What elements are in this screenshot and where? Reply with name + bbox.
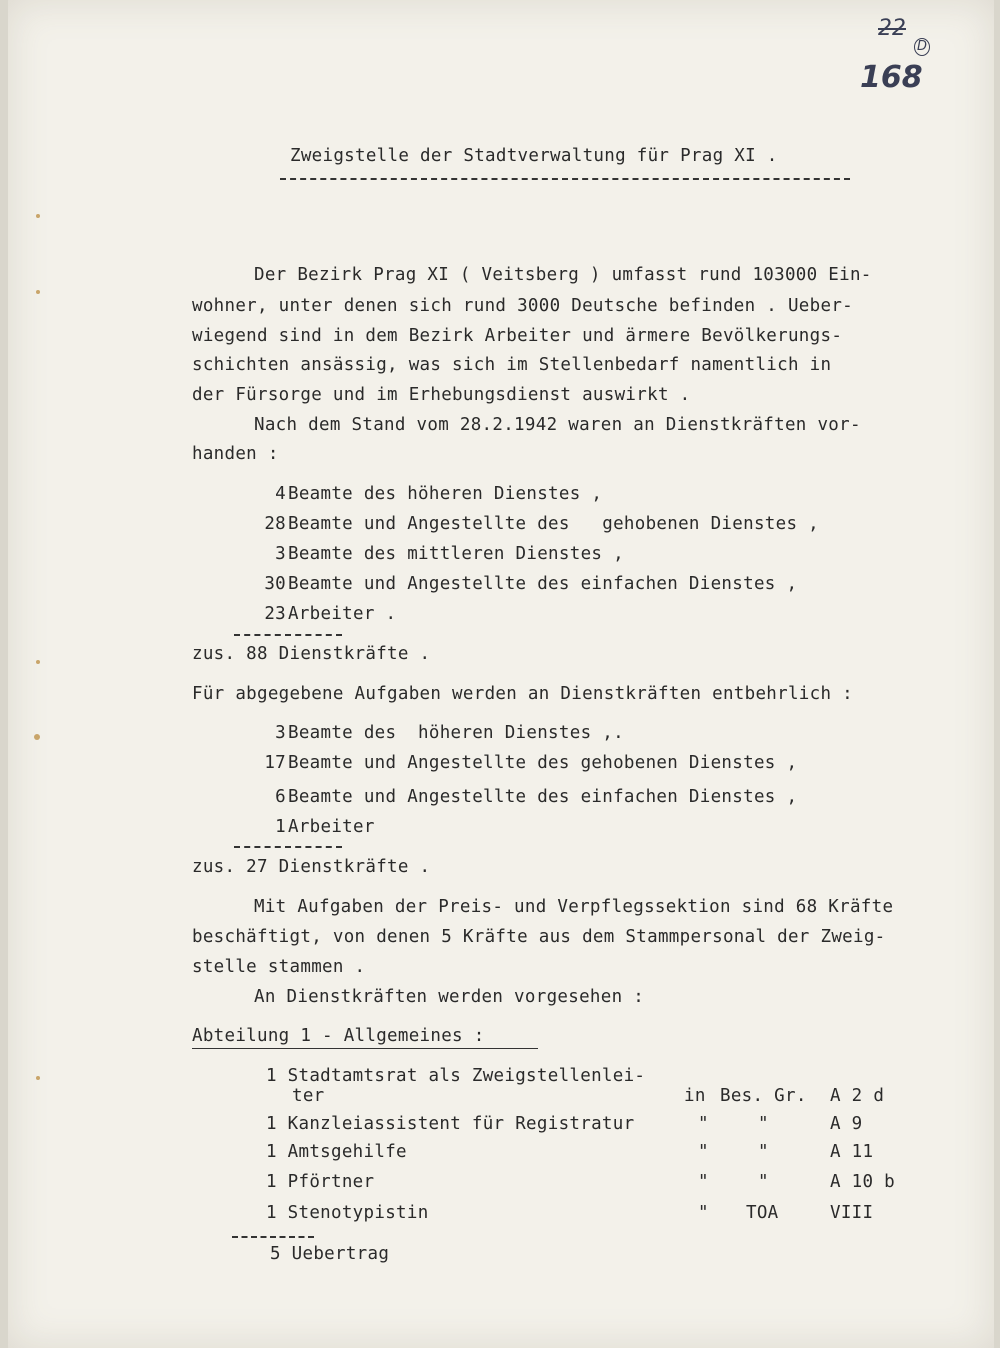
list-item-text: Beamte des höheren Dienstes ,. bbox=[288, 723, 624, 743]
row-col3: VIII bbox=[830, 1203, 874, 1223]
sum-line bbox=[234, 846, 342, 848]
row-col3: A 10 b bbox=[830, 1172, 896, 1192]
row-col1: " bbox=[698, 1203, 709, 1223]
row-text-cont: ter bbox=[292, 1086, 325, 1106]
intro-line: wiegend sind in dem Bezirk Arbeiter und ärmere Bevölkerungs- bbox=[192, 326, 843, 346]
row-col1: " bbox=[698, 1114, 709, 1134]
heading-underline bbox=[192, 1048, 538, 1049]
title-underline bbox=[280, 178, 850, 180]
row-text: 1 Amtsgehilfe bbox=[266, 1142, 407, 1162]
price-line: Mit Aufgaben der Preis- und Verpflegssektion sind 68 Kräfte bbox=[254, 897, 894, 917]
list-item-count: 17 bbox=[264, 753, 286, 773]
list-total: zus. 88 Dienstkräfte . bbox=[192, 644, 431, 664]
list-total: zus. 27 Dienstkräfte . bbox=[192, 857, 431, 877]
list-item-text: Arbeiter . bbox=[288, 604, 397, 624]
list-item-count: 23 bbox=[264, 604, 286, 624]
dispensable-intro: Für abgegebene Aufgaben werden an Dienstkräften entbehrlich : bbox=[192, 684, 853, 704]
page-title: Zweigstelle der Stadtverwaltung für Prag XI . bbox=[290, 146, 778, 166]
list-item-count: 6 bbox=[275, 787, 286, 807]
page-number-new: 168 bbox=[860, 60, 923, 95]
intro-line: wohner, unter denen sich rund 3000 Deutsche befinden . Ueber- bbox=[192, 296, 853, 316]
list-item-count: 3 bbox=[275, 544, 286, 564]
list-item-text: Beamte des mittleren Dienstes , bbox=[288, 544, 624, 564]
row-text: 1 Pförtner bbox=[266, 1172, 375, 1192]
sum-line bbox=[234, 634, 342, 636]
row-col2: " bbox=[758, 1114, 769, 1134]
row-text: 1 Stenotypistin bbox=[266, 1203, 429, 1223]
row-col1: " bbox=[698, 1172, 709, 1192]
list-item-text: Beamte und Angestellte des gehobenen Dienstes , bbox=[288, 753, 798, 773]
row-text: 1 Kanzleiassistent für Registratur bbox=[266, 1114, 635, 1134]
row-col2: " bbox=[758, 1172, 769, 1192]
list-item-text: Arbeiter bbox=[288, 817, 375, 837]
margin-mark bbox=[36, 214, 40, 218]
sum-line bbox=[232, 1236, 314, 1238]
row-col3: A 9 bbox=[830, 1114, 863, 1134]
list-item-text: Beamte und Angestellte des einfachen Dienstes , bbox=[288, 574, 798, 594]
row-col2: TOA bbox=[746, 1203, 779, 1223]
planned-intro: An Dienstkräften werden vorgesehen : bbox=[254, 987, 645, 1007]
row-col3: A 11 bbox=[830, 1142, 874, 1162]
list-item-count: 30 bbox=[264, 574, 286, 594]
department-heading: Abteilung 1 - Allgemeines : bbox=[192, 1026, 485, 1046]
list-item-text: Beamte des höheren Dienstes , bbox=[288, 484, 603, 504]
circle-mark: D bbox=[914, 38, 930, 56]
intro-line: Der Bezirk Prag XI ( Veitsberg ) umfasst rund 103000 Ein- bbox=[254, 265, 872, 285]
row-col1: in bbox=[684, 1086, 706, 1106]
list-item-text: Beamte und Angestellte des gehobenen Dienstes , bbox=[288, 514, 819, 534]
row-col2: " bbox=[758, 1142, 769, 1162]
margin-mark bbox=[36, 660, 40, 664]
row-col3: A 2 d bbox=[830, 1086, 885, 1106]
row-text: 1 Stadtamtsrat als Zweigstellenlei- bbox=[266, 1066, 646, 1086]
intro-line: handen : bbox=[192, 444, 279, 464]
list-item-count: 28 bbox=[264, 514, 286, 534]
carry-over: 5 Uebertrag bbox=[270, 1244, 390, 1264]
intro-line: der Fürsorge und im Erhebungsdienst auswirkt . bbox=[192, 385, 691, 405]
list-item-count: 3 bbox=[275, 723, 286, 743]
list-item-count: 1 bbox=[275, 817, 286, 837]
document-page bbox=[8, 0, 994, 1348]
row-col1: " bbox=[698, 1142, 709, 1162]
margin-mark bbox=[36, 1076, 40, 1080]
list-item-count: 4 bbox=[275, 484, 286, 504]
price-line: beschäftigt, von denen 5 Kräfte aus dem Stammpersonal der Zweig- bbox=[192, 927, 886, 947]
price-line: stelle stammen . bbox=[192, 957, 366, 977]
page-number-old: 22 bbox=[878, 16, 906, 41]
margin-mark bbox=[34, 734, 40, 740]
intro-line: schichten ansässig, was sich im Stellenbedarf namentlich in bbox=[192, 355, 832, 375]
list-item-text: Beamte und Angestellte des einfachen Dienstes , bbox=[288, 787, 798, 807]
row-col2: Bes. Gr. bbox=[720, 1086, 807, 1106]
margin-mark bbox=[36, 290, 40, 294]
intro-line: Nach dem Stand vom 28.2.1942 waren an Dienstkräften vor- bbox=[254, 415, 861, 435]
